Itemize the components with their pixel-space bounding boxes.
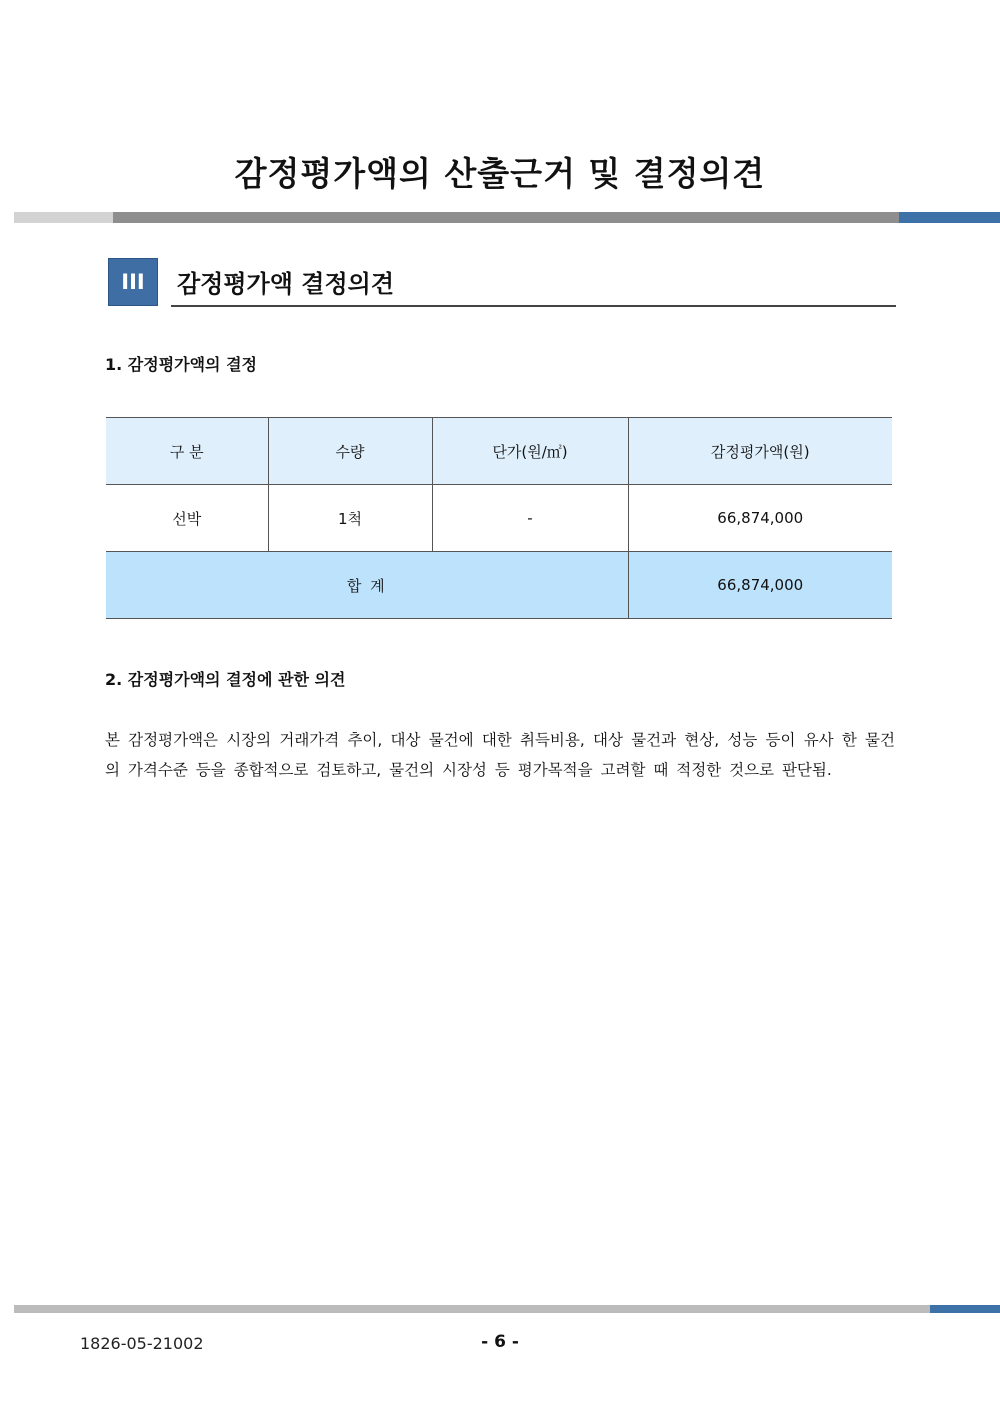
table-row — [106, 485, 892, 552]
page-number: - 6 - — [481, 1332, 519, 1352]
header-rule-blue — [899, 212, 1000, 223]
table-total-row — [106, 552, 892, 619]
opinion-paragraph: 본 감정평가액은 시장의 거래가격 추이, 대상 물건에 대한 취득비용, 대상 물건과 현상, 성능 등이 유사 한 물건의 가격수준 등을 종합적으로 검토하고, 물건의 시장성 등 평가목적을 고려할 때 적정한 것으로 판단됨. — [105, 731, 895, 779]
footer-rule-gray — [14, 1305, 930, 1313]
column-header-amount: 감정평가액(원) — [628, 418, 892, 485]
header-rule-light — [14, 212, 113, 223]
footer-rule-blue — [930, 1305, 1000, 1313]
cell-amount: 66,874,000 — [628, 485, 892, 552]
document-number: 1826-05-21002 — [80, 1334, 204, 1353]
table-header-row — [106, 418, 892, 485]
cell-unit-price: - — [432, 485, 628, 552]
section-underline — [171, 305, 896, 307]
section-number-badge: III — [108, 258, 158, 306]
appraisal-table — [106, 417, 892, 619]
total-amount: 66,874,000 — [628, 552, 892, 619]
page-title: 감정평가액의 산출근거 및 결정의견 — [234, 154, 766, 193]
subsection-heading-1: 1. 감정평가액의 결정 — [105, 355, 257, 374]
cell-quantity: 1척 — [268, 485, 432, 552]
subsection-heading-2: 2. 감정평가액의 결정에 관한 의견 — [105, 670, 346, 689]
cell-category: 선박 — [106, 485, 268, 552]
section-title: 감정평가액 결정의견 — [177, 270, 395, 298]
header-rule-gray — [113, 212, 899, 223]
column-header-unit-price: 단가(원/㎡) — [432, 418, 628, 485]
total-label: 합 계 — [106, 552, 628, 619]
column-header-quantity: 수량 — [268, 418, 432, 485]
column-header-category: 구 분 — [106, 418, 268, 485]
